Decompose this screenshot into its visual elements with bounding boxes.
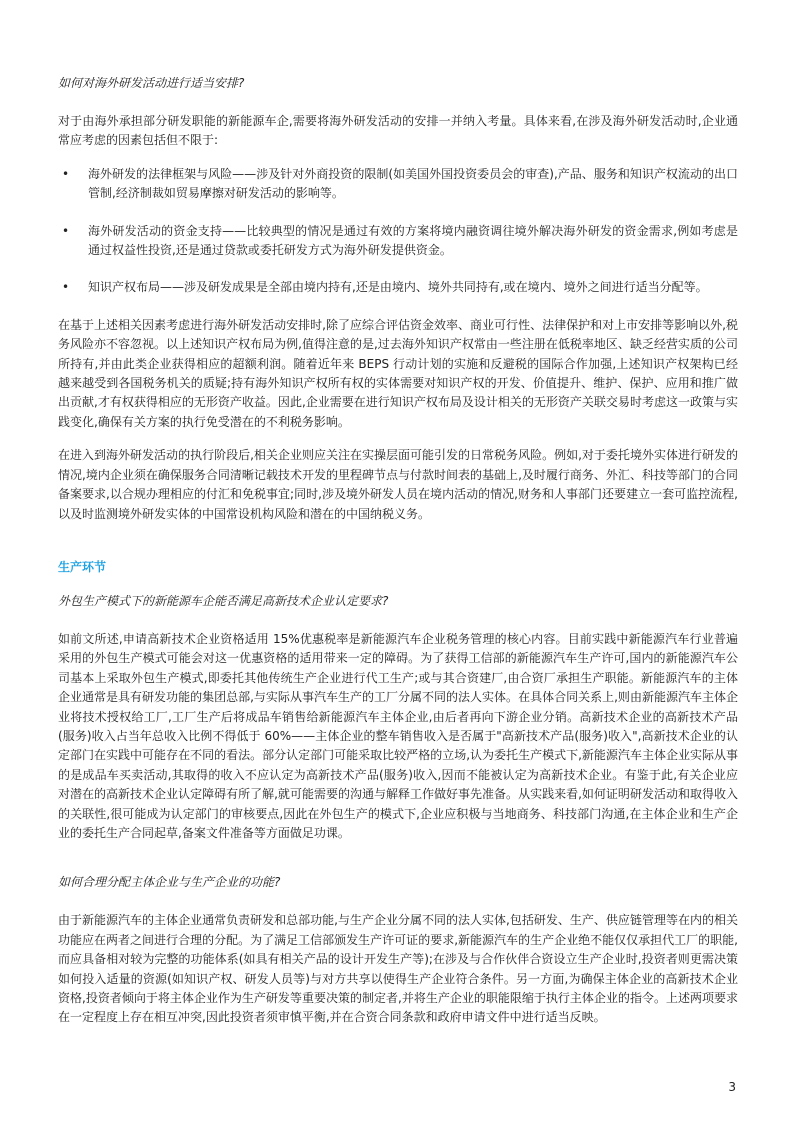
- question-heading-overseas-rd: 如何对海外研发活动进行适当安排?: [58, 76, 245, 90]
- document-body: [58, 74, 738, 1042]
- list-item: • 海外研发活动的资金支持——比较典型的情况是通过有效的方案将境内融资调往境外解决海外研发的资金需求,例如考虑是通过权益性投资,还是通过贷款或委托研发方式为海外研发提供资金。: [62, 223, 738, 258]
- list-item: • 知识产权布局——涉及研发成果是全部由境内持有,还是由境内、境外共同持有,或在境内、境外之间进行适当分配等。: [58, 278, 738, 297]
- page-number: 3: [728, 1080, 736, 1094]
- paragraph-ip-tax-risk: 在基于上述相关因素考虑进行海外研发活动安排时,除了应综合评估资金效率、商业可行性、法律保护和对上市安排等影响以外,税务风险亦不容忽视。以上述知识产权布局为例,值得注意的是,过去海外知识产权常由一些注册在低税率地区、缺乏经营实质的公司所持有,并由此类企业获得相应的超额利润。随着近年来 BEPS 行动计划的实施和反避税的国际合作加强,上述知识产权架构已经越来越受到各国税务机关的质疑;持有海外知识产权所有权的实体需要对知识产权的开发、价值提升、维护、保护、应用和推广做出贡献,才有权获得相应的无形资产收益。因此,企业需要在进行知识产权布局及设计相关的无形资产关联交易时考虑这一政策与实践变化,确保有关方案的执行免受潜在的不利税务影响。: [58, 317, 738, 429]
- bullet-icon: •: [62, 223, 70, 238]
- factor-list: [58, 165, 738, 298]
- paragraph-intro: 对于由海外承担部分研发职能的新能源车企,需要将海外研发活动的安排一并纳入考量。具体来看,在涉及海外研发活动时,企业通常应考虑的因素包括但不限于:: [58, 114, 738, 148]
- bullet-icon: •: [62, 166, 70, 181]
- section-title-production: 生产环节: [58, 559, 107, 574]
- question-heading-outsourced-production: 外包生产模式下的新能源车企能否满足高新技术企业认定要求?: [58, 593, 389, 608]
- paragraph-function-allocation: 由于新能源汽车的主体企业通常负责研发和总部功能,与生产企业分属不同的法人实体,包括研发、生产、供应链管理等在内的相关功能应在两者之间进行合理的分配。为了满足工信部颁发生产许可证的要求,新能源汽车的生产企业绝不能仅仅承担代工厂的职能,而应具备相对较为完整的功能体系(如具有相关产品的设计开发生产等);在涉及与合作伙伴合资设立生产企业时,投资者则更需决策如何投入适量的资源(如知识产权、研发人员等)与对方共享以使得生产企业符合条件。另一方面,为确保主体企业的高新技术企业资格,投资者倾向于将主体企业作为生产研发等重要决策的制定者,并将生产企业的职能限缩于执行主体企业的指令。上述两项要求在一定程度上存在相互冲突,因此投资者须审慎平衡,并在合资合同条款和政府申请文件中进行适当反映。: [58, 913, 738, 1025]
- bullet-icon: •: [62, 280, 70, 295]
- paragraph-execution-phase: 在进入到海外研发活动的执行阶段后,相关企业则应关注在实操层面可能引发的日常税务风险。例如,对于委托境外实体进行研发的情况,境内企业须在确保服务合同清晰记载技术开发的里程碑节点与付款时间表的基础上,及时履行商务、外汇、科技等部门的合同备案要求,以合规办理相应的付汇和免税事宜;同时,涉及境外研发人员在境内活动的情况,财务和人事部门还要建立一套可监控流程,以及时监测境外研发实体的中国常设机构风险和潜在的中国纳税义务。: [58, 448, 738, 521]
- list-item: • 海外研发的法律框架与风险——涉及针对外商投资的限制(如美国外国投资委员会的审查),产品、服务和知识产权流动的出口管制,经济制裁如贸易摩擦对研发活动的影响等。: [62, 166, 738, 201]
- paragraph-hnte-qualification: 如前文所述,申请高新技术企业资格适用 15%优惠税率是新能源汽车企业税务管理的核心内容。目前实践中新能源汽车行业普遍采用的外包生产模式可能会对这一优惠资格的适用带来一定的障碍。为了获得工信部的新能源汽车生产许可,国内的新能源汽车公司基本上采取外包生产模式,即委托其他传统生产企业进行代工生产;或与其合资建厂,由合资厂承担生产职能。新能源汽车的主体企业通常是具有研发功能的集团总部,与实际从事汽车生产的工厂分属不同的法人实体。在具体合同关系上,则由新能源汽车主体企业将技术授权给工厂,工厂生产后将成品车销售给新能源汽车主体企业,由后者再向下游企业分销。高新技术企业的高新技术产品(服务)收入占当年总收入比例不得低于 60%——主体企业的整车销售收入是否属于"高新技术产品(服务)收入",高新技术企业的认定部门在实践中可能存在不同的看法。部分认定部门可能采取比较严格的立场,认为委托生产模式下,新能源汽车主体企业实际从事的是成品车买卖活动,其取得的收入不应认定为高新技术产品(服务)收入,因而不能被认定为高新技术企业。有鉴于此,有关企业应对潜在的高新技术企业认定障碍有所了解,就可能需要的沟通与解释工作做好事先准备。从实践来看,如何证明研发活动和取得收入的关联性,很可能成为认定部门的审核要点,因此在外包生产的模式下,企业应积极与当地商务、科技部门沟通,在主体企业和生产企业的委托生产合同起草,备案文件准备等方面做足功课。: [58, 631, 738, 840]
- question-heading-function-allocation: 如何合理分配主体企业与生产企业的功能?: [58, 875, 281, 890]
